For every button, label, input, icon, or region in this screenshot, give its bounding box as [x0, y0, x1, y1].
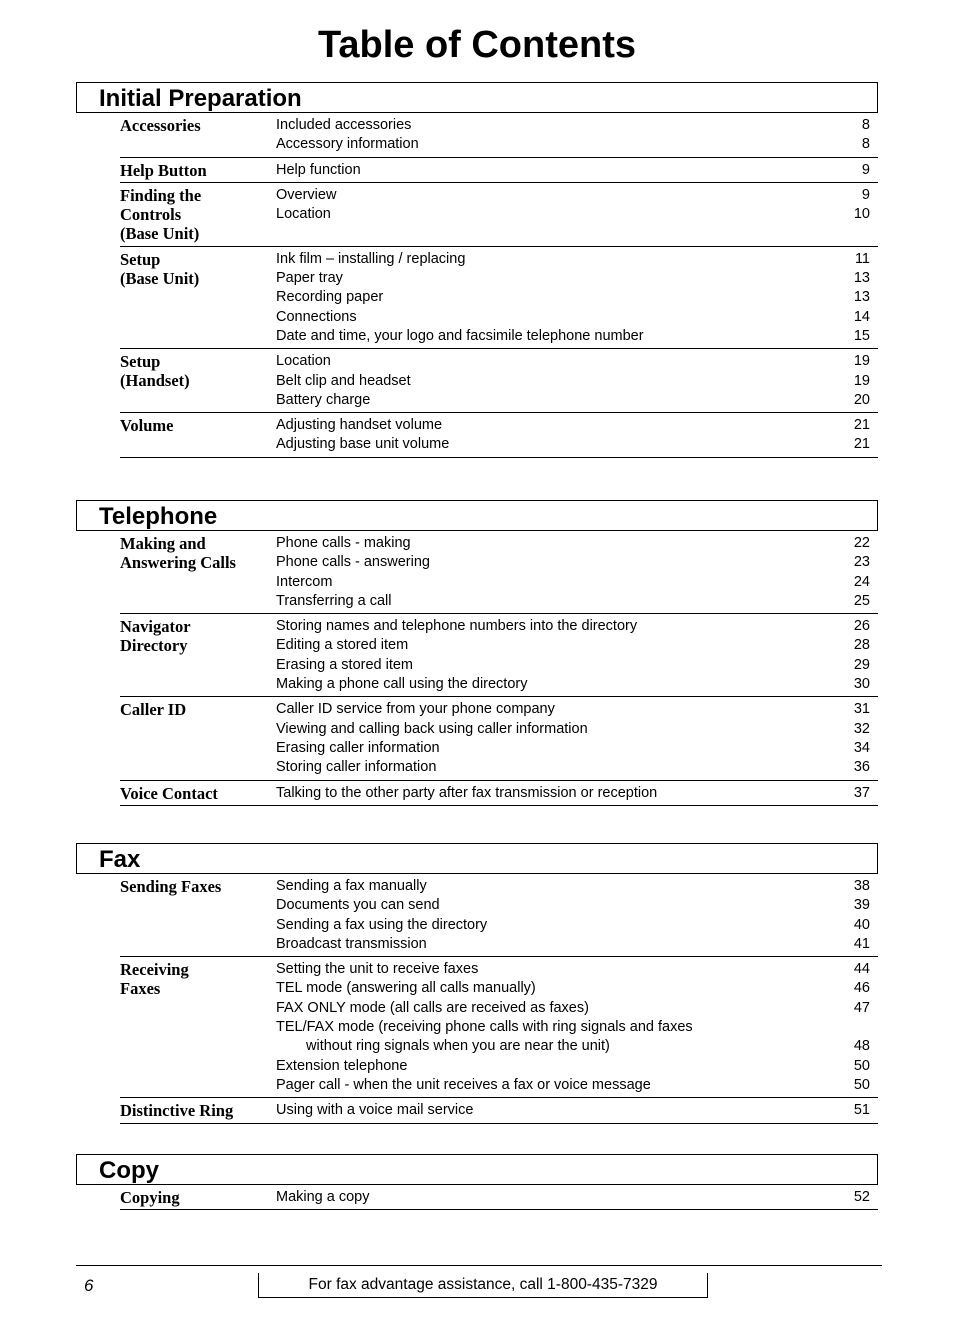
- entry-list: [276, 784, 878, 803]
- toc-entry: [276, 1037, 878, 1056]
- entry-topic: Overview: [276, 186, 337, 203]
- toc-entry: [276, 1188, 878, 1207]
- entry-topic: Adjusting handset volume: [276, 417, 443, 434]
- toc-entry: [276, 269, 878, 288]
- toc-group: [120, 158, 878, 183]
- group-title-line: Accessories: [120, 116, 201, 135]
- section: [76, 500, 878, 806]
- toc-entry: [276, 896, 878, 915]
- entry-topic: Making a phone call using the directory: [276, 676, 528, 693]
- toc-entry: [276, 592, 878, 611]
- section-title: Initial Preparation: [99, 85, 302, 112]
- entry-topic: Intercom: [276, 573, 333, 590]
- entry-list: [276, 877, 878, 954]
- toc-entry: [276, 553, 878, 572]
- section-header: [76, 1154, 878, 1185]
- group-title-line: Volume: [120, 416, 174, 436]
- group-title-line: Navigator: [120, 617, 191, 637]
- entry-page-number: 13: [853, 270, 870, 287]
- section: [76, 843, 878, 1124]
- toc-entry: [276, 534, 878, 553]
- entry-topic: Storing names and telephone numbers into the directory: [276, 618, 638, 635]
- entry-topic: Recording paper: [276, 289, 384, 306]
- group-title-line: Faxes: [120, 979, 161, 999]
- toc-entry: [276, 161, 878, 180]
- toc-entry: [276, 877, 878, 896]
- entry-list: [276, 960, 878, 1095]
- group-title-line: Setup: [120, 352, 161, 372]
- toc-entry: [276, 758, 878, 777]
- assistance-note: For fax advantage assistance, call 1-800-435-7329: [258, 1273, 708, 1298]
- entry-list: [276, 250, 878, 346]
- entry-topic: TEL/FAX mode (receiving phone calls with ring signals and faxes: [276, 1019, 693, 1036]
- toc-entry: [276, 1018, 878, 1037]
- entry-list: [276, 116, 878, 155]
- entry-page-number: 10: [853, 206, 870, 223]
- entry-page-number: 28: [853, 637, 870, 654]
- toc-group: [120, 531, 878, 614]
- entry-page-number: 21: [853, 417, 870, 434]
- entry-topic: Setting the unit to receive faxes: [276, 961, 479, 978]
- section-title: Copy: [99, 1157, 159, 1184]
- entry-page-number: 19: [853, 372, 870, 389]
- group-title-line: (Base Unit): [120, 223, 200, 243]
- entry-page-number: 20: [853, 391, 870, 408]
- entry-page-number: 8: [861, 136, 870, 153]
- entry-page-number: 22: [853, 535, 870, 551]
- group-title-line: Finding the: [120, 185, 202, 205]
- toc-group: [120, 781, 878, 806]
- group-title: [120, 250, 275, 288]
- toc-group: [120, 874, 878, 957]
- toc-entry: [276, 656, 878, 675]
- entry-page-number: 32: [853, 720, 870, 737]
- toc-entry: [276, 636, 878, 655]
- entry-topic: Phone calls - making: [276, 535, 411, 551]
- entry-topic: Transferring a call: [276, 592, 392, 609]
- group-title-line: Voice Contact: [120, 783, 218, 803]
- entry-list: [276, 161, 878, 180]
- toc-entry: [276, 979, 878, 998]
- entry-topic: without ring signals when you are near the unit): [306, 1038, 610, 1055]
- entry-page-number: 24: [853, 573, 870, 590]
- entry-topic: Help function: [276, 161, 361, 178]
- toc-entry: [276, 205, 878, 224]
- entry-topic: TEL mode (answering all calls manually): [276, 980, 536, 997]
- toc-entry: [276, 916, 878, 935]
- group-title: [120, 352, 275, 390]
- entry-page-number: 23: [853, 554, 870, 571]
- entry-page-number: 47: [853, 999, 870, 1016]
- entry-topic: Battery charge: [276, 391, 371, 408]
- toc-entry: [276, 1101, 878, 1120]
- toc-entry: [276, 352, 878, 371]
- group-title-line: Controls: [120, 204, 182, 224]
- toc-entry: [276, 416, 878, 435]
- entry-page-number: 50: [853, 1076, 870, 1093]
- entry-topic: FAX ONLY mode (all calls are received as faxes): [276, 999, 589, 1016]
- entry-topic: Pager call - when the unit receives a fax or voice message: [276, 1076, 651, 1093]
- entry-page-number: 44: [853, 961, 870, 978]
- group-title-line: Making and: [120, 534, 206, 553]
- group-title-line: Answering Calls: [120, 553, 236, 572]
- entry-topic: Included accessories: [276, 117, 412, 133]
- group-title: [120, 186, 275, 243]
- entry-topic: Sending a fax using the directory: [276, 916, 488, 933]
- entry-topic: Erasing caller information: [276, 739, 440, 756]
- entry-topic: Belt clip and headset: [276, 372, 411, 389]
- entry-list: [276, 534, 878, 611]
- group-title: [120, 534, 275, 572]
- section-title: Telephone: [99, 503, 218, 530]
- toc-entry: [276, 435, 878, 454]
- entry-page-number: 19: [853, 353, 870, 370]
- entry-page-number: 36: [853, 759, 870, 776]
- entry-page-number: 50: [853, 1057, 870, 1074]
- toc-entry: [276, 308, 878, 327]
- page-number: 6: [84, 1276, 94, 1295]
- entry-list: [276, 186, 878, 244]
- page-title: Table of Contents: [317, 24, 637, 66]
- toc-entry: [276, 288, 878, 307]
- toc-group: [120, 957, 878, 1098]
- section-groups: [120, 874, 878, 1124]
- entry-topic: Connections: [276, 308, 357, 325]
- entry-page-number: 34: [853, 739, 870, 756]
- entry-list: [276, 700, 878, 777]
- toc-group: [120, 1185, 878, 1210]
- entry-topic: Using with a voice mail service: [276, 1102, 474, 1119]
- group-title-line: (Base Unit): [120, 268, 200, 288]
- group-title-line: Setup: [120, 249, 161, 269]
- toc-entry: [276, 675, 878, 694]
- entry-topic: Accessory information: [276, 136, 419, 153]
- toc-entry: [276, 116, 878, 135]
- group-title: [120, 161, 275, 180]
- entry-page-number: 39: [853, 897, 870, 914]
- toc-entry: [276, 935, 878, 954]
- group-title: [120, 784, 275, 803]
- entry-page-number: 11: [854, 250, 870, 267]
- entry-page-number: 8: [861, 117, 870, 133]
- toc-entry: [276, 960, 878, 979]
- toc-entry: [276, 999, 878, 1018]
- entry-topic: Viewing and calling back using caller information: [276, 720, 588, 737]
- section: [76, 82, 878, 458]
- toc-group: [120, 113, 878, 158]
- toc-group: [120, 413, 878, 458]
- toc-entry: [276, 1076, 878, 1095]
- section-groups: [120, 531, 878, 806]
- entry-page-number: 40: [853, 916, 870, 933]
- entry-topic: Paper tray: [276, 270, 343, 287]
- entry-page-number: 48: [853, 1038, 870, 1055]
- entry-topic: Extension telephone: [276, 1057, 408, 1074]
- entry-page-number: 13: [853, 289, 870, 306]
- toc-entry: [276, 186, 878, 205]
- section-groups: [120, 113, 878, 458]
- entry-page-number: 30: [853, 676, 870, 693]
- entry-topic: Erasing a stored item: [276, 656, 414, 673]
- entry-page-number: 41: [853, 935, 870, 952]
- entry-page-number: 38: [853, 878, 870, 894]
- toc-entry: [276, 617, 878, 636]
- footer-rule: [76, 1265, 882, 1266]
- entry-topic: Talking to the other party after fax transmission or reception: [276, 784, 658, 801]
- section-title: Fax: [99, 846, 141, 873]
- group-title: [120, 116, 275, 135]
- entry-topic: Documents you can send: [276, 897, 440, 914]
- entry-list: [276, 352, 878, 410]
- group-title: [120, 617, 275, 655]
- toc-entry: [276, 784, 878, 803]
- toc-entry: [276, 739, 878, 758]
- entry-topic: Phone calls - answering: [276, 554, 430, 571]
- group-title-line: Receiving: [120, 960, 189, 980]
- entry-page-number: 25: [853, 592, 870, 609]
- entry-page-number: 15: [853, 327, 870, 344]
- entry-topic: Location: [276, 353, 331, 370]
- section-header: [76, 843, 878, 874]
- entry-page-number: 26: [853, 618, 870, 635]
- entry-page-number: 9: [861, 161, 870, 178]
- entry-topic: Storing caller information: [276, 759, 437, 776]
- entry-spacer: [276, 224, 878, 243]
- entry-topic: Date and time, your logo and facsimile telephone number: [276, 327, 644, 344]
- toc-group: [120, 697, 878, 780]
- group-title-line: (Handset): [120, 371, 190, 391]
- group-title: [120, 877, 275, 896]
- entry-page-number: 52: [853, 1189, 870, 1205]
- group-title: [120, 960, 275, 998]
- toc-group: [120, 183, 878, 247]
- toc-group: [120, 349, 878, 413]
- entry-page-number: 51: [853, 1102, 870, 1119]
- group-title-line: Sending Faxes: [120, 877, 222, 896]
- toc-entry: [276, 135, 878, 154]
- toc-group: [120, 1098, 878, 1123]
- group-title: [120, 1188, 275, 1207]
- toc-entry: [276, 391, 878, 410]
- group-title-line: Copying: [120, 1188, 180, 1207]
- section: [76, 1154, 878, 1210]
- section-groups: [120, 1185, 878, 1210]
- group-title-line: Directory: [120, 636, 188, 656]
- group-title: [120, 700, 275, 719]
- section-header: [76, 500, 878, 531]
- group-title-line: Distinctive Ring: [120, 1101, 234, 1121]
- toc-entry: [276, 573, 878, 592]
- entry-topic: Ink film – installing / replacing: [276, 250, 466, 267]
- entry-page-number: 37: [853, 784, 870, 801]
- entry-topic: Location: [276, 206, 331, 223]
- entry-list: [276, 416, 878, 455]
- toc-group: [120, 247, 878, 349]
- entry-page-number: 31: [853, 701, 870, 718]
- entry-page-number: 21: [853, 436, 870, 453]
- entry-list: [276, 1188, 878, 1207]
- toc-entry: [276, 327, 878, 346]
- group-title: [120, 416, 275, 435]
- group-title: [120, 1101, 275, 1120]
- entry-topic: Sending a fax manually: [276, 878, 427, 894]
- section-header: [76, 82, 878, 113]
- toc-entry: [276, 720, 878, 739]
- entry-list: [276, 1101, 878, 1120]
- entry-page-number: 9: [861, 186, 870, 203]
- entry-topic: Adjusting base unit volume: [276, 436, 450, 453]
- group-title-line: Caller ID: [120, 700, 187, 720]
- entry-page-number: 29: [853, 656, 870, 673]
- toc-entry: [276, 250, 878, 269]
- entry-topic: Making a copy: [276, 1189, 370, 1205]
- toc-group: [120, 614, 878, 697]
- entry-topic: Broadcast transmission: [276, 935, 427, 952]
- entry-page-number: 46: [853, 980, 870, 997]
- toc-entry: [276, 1057, 878, 1076]
- entry-list: [276, 617, 878, 694]
- entry-topic: Editing a stored item: [276, 637, 409, 654]
- toc-entry: [276, 372, 878, 391]
- group-title-line: Help Button: [120, 160, 207, 180]
- toc-entry: [276, 700, 878, 719]
- entry-page-number: 14: [853, 308, 870, 325]
- entry-topic: Caller ID service from your phone company: [276, 701, 555, 718]
